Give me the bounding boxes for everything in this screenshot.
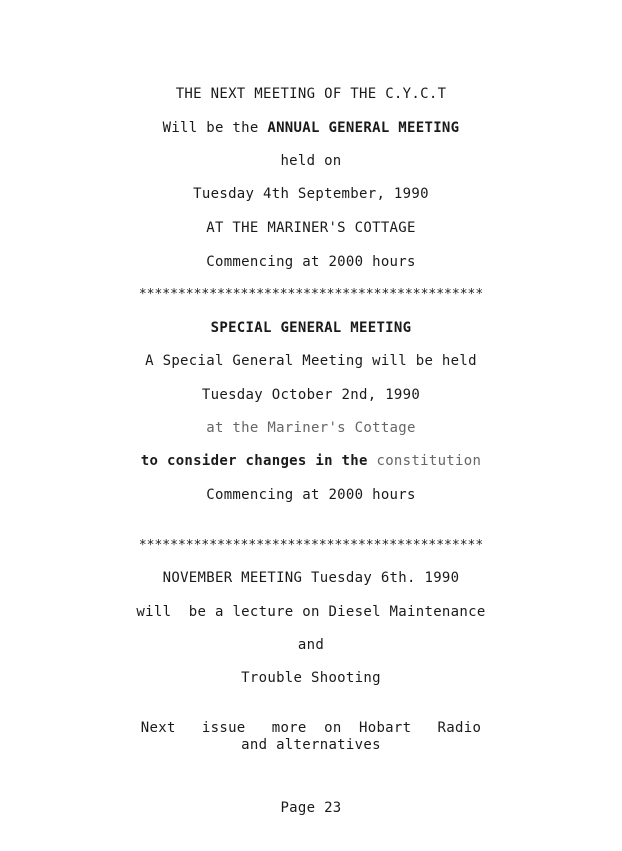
separator-2: ******************************************** xyxy=(138,538,484,553)
agm-held-on: held on xyxy=(280,153,342,169)
agm-line-will-be xyxy=(0,119,622,137)
november-lecture: will be a lecture on Diesel Maintenance xyxy=(136,604,486,620)
sgm-purpose xyxy=(0,452,622,470)
agm-date: Tuesday 4th September, 1990 xyxy=(193,186,429,202)
separator-1: ******************************************** xyxy=(138,287,484,302)
november-heading: NOVEMBER MEETING Tuesday 6th. 1990 xyxy=(162,570,460,586)
next-issue-line-2: and alternatives xyxy=(241,737,381,753)
sgm-announcement: A Special General Meeting will be held xyxy=(145,353,477,369)
agm-will-be-text: Will be the xyxy=(162,120,268,136)
sgm-title: SPECIAL GENERAL MEETING xyxy=(210,320,412,336)
sgm-purpose-constitution: constitution xyxy=(376,453,482,469)
november-topic: Trouble Shooting xyxy=(241,670,381,686)
sgm-purpose-text: to consider changes in the xyxy=(140,453,377,469)
agm-heading: THE NEXT MEETING OF THE C.Y.C.T xyxy=(175,86,447,102)
page-number: Page 23 xyxy=(280,800,342,816)
november-and: and xyxy=(297,637,325,653)
next-issue-line-1: Next issue more on Hobart Radio xyxy=(140,720,482,736)
sgm-time: Commencing at 2000 hours xyxy=(206,487,416,503)
agm-title: ANNUAL GENERAL MEETING xyxy=(267,120,460,136)
sgm-date: Tuesday October 2nd, 1990 xyxy=(201,387,421,403)
sgm-venue: at the Mariner's Cottage xyxy=(206,420,416,436)
agm-time: Commencing at 2000 hours xyxy=(206,254,416,270)
agm-venue: AT THE MARINER'S COTTAGE xyxy=(206,220,416,236)
